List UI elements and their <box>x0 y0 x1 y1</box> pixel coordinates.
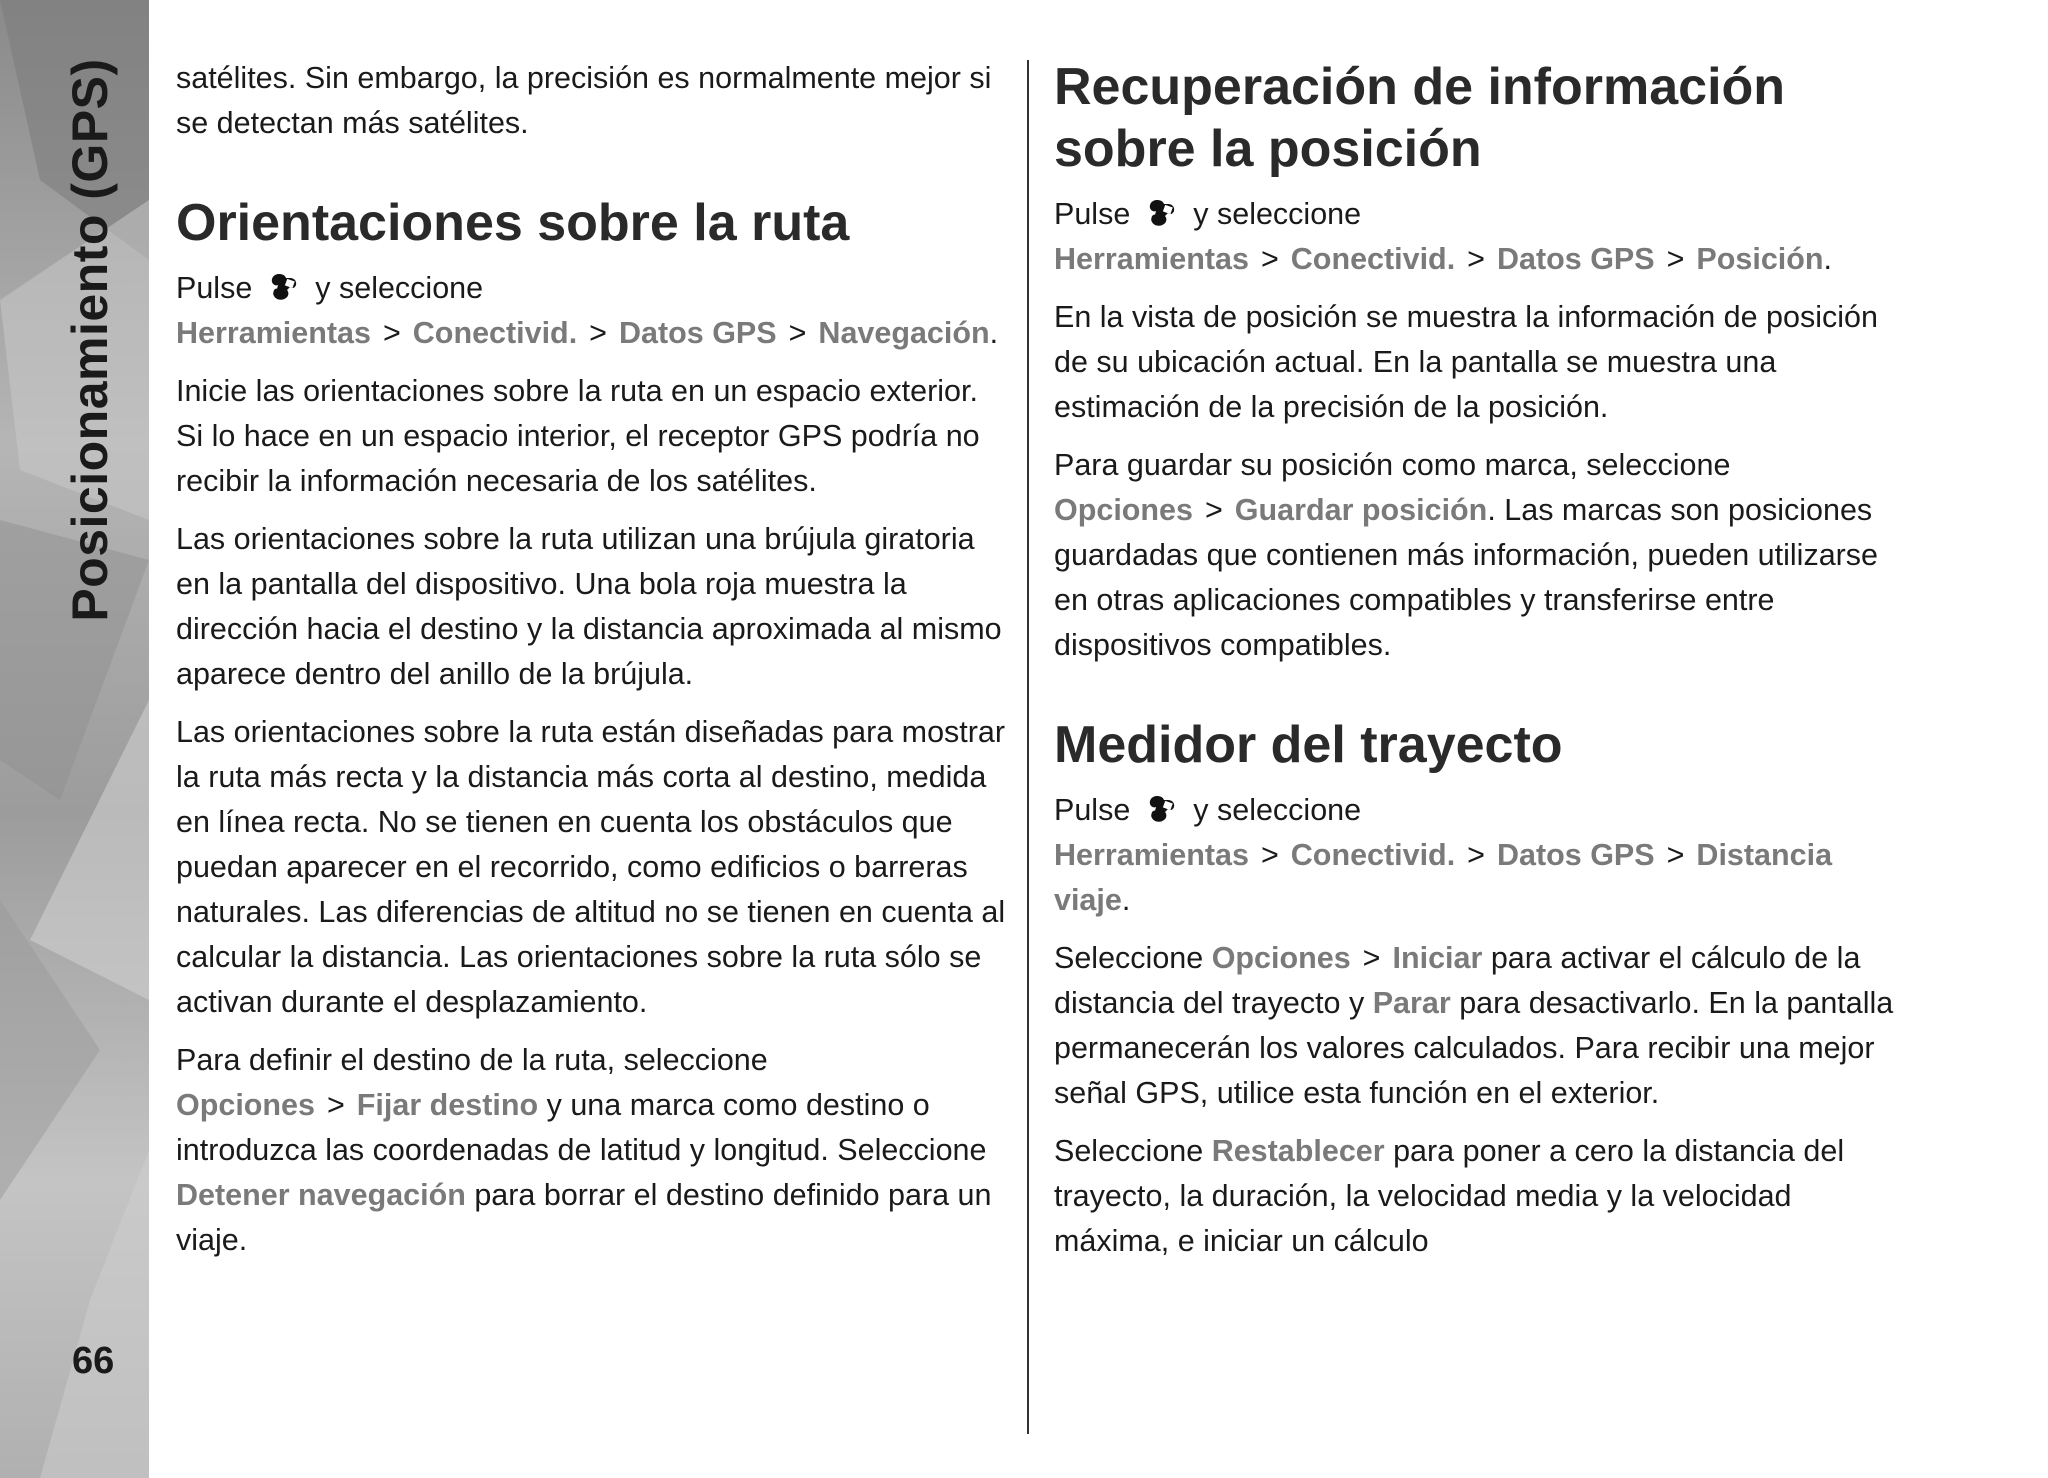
path-separator: > <box>589 316 607 350</box>
section-heading: Medidor del trayecto <box>1054 716 1563 774</box>
text-run: . Las marcas son posiciones guardadas que contienen más información, pueden utilizarse en otras aplicaciones compatibles y transferirse entre dispositivos compatibles. <box>1054 493 1879 662</box>
text-run: Pulse <box>176 271 261 305</box>
text-run: Pulse <box>1054 793 1139 827</box>
text-run: para borrar el destino definido para un viaje. <box>176 1178 992 1257</box>
path-separator: > <box>1666 838 1685 872</box>
path-separator: > <box>1666 242 1685 276</box>
text-run: Pulse <box>1054 197 1139 231</box>
text-run: En la vista de posición se muestra la información de posición de su ubicación actual. En la pantalla se muestra una estimación de la precisión de la posición. <box>1054 300 1878 424</box>
path-separator: > <box>1260 242 1279 276</box>
text-run: y seleccione <box>1184 793 1362 827</box>
paragraph <box>176 710 1008 1025</box>
menu-path-item: Detener navegación <box>176 1178 466 1212</box>
text-run: Inicie las orientaciones sobre la ruta en un espacio exterior. Si lo hace en un espacio interior, el receptor GPS podría no recibir la información necesaria de los satélites. <box>176 374 980 498</box>
menu-key-icon <box>1145 792 1179 826</box>
text-run: Para definir el destino de la ruta, seleccione <box>176 1043 768 1077</box>
section-heading: Orientaciones sobre la ruta <box>176 194 850 252</box>
menu-path-item: Datos GPS <box>1496 838 1655 872</box>
paragraph <box>1054 936 1894 1116</box>
menu-path-item: Opciones <box>176 1088 315 1122</box>
text-run: Las orientaciones sobre la ruta utilizan una brújula giratoria en la pantalla del dispositivo. Una bola roja muestra la dirección hacia el destino y la distancia aproximada al mismo aparece dentro del anillo de la brújula. <box>176 522 1002 691</box>
page-number: 66 <box>72 1340 115 1382</box>
text-run: y una marca como destino o introduzca las coordenadas de latitud y longitud. Seleccione <box>176 1088 987 1167</box>
paragraph <box>176 56 1008 146</box>
path-separator: > <box>1204 493 1223 527</box>
menu-path-item: Conectivid. <box>1290 838 1456 872</box>
menu-path-item: Parar <box>1372 986 1451 1020</box>
paragraph <box>1054 192 1894 282</box>
menu-path-item: Herramientas <box>1054 838 1249 872</box>
menu-path-item: Conectivid. <box>1290 242 1456 276</box>
menu-key-icon <box>267 270 301 304</box>
menu-path-item: Restablecer <box>1211 1134 1385 1168</box>
path-separator: > <box>1467 242 1485 276</box>
paragraph <box>1054 788 1894 923</box>
menu-path-item: Herramientas <box>1054 242 1249 276</box>
paragraph <box>176 517 1008 697</box>
text-run: para desactivarlo. En la pantalla permanecerán los valores calculados. Para recibir una mejor señal GPS, utilice esta función en el exterior. <box>1054 986 1894 1110</box>
column-divider <box>1027 60 1029 1434</box>
menu-path-item: Iniciar <box>1392 941 1483 975</box>
path-separator: > <box>326 1088 345 1122</box>
text-run: Para guardar su posición como marca, seleccione <box>1054 448 1731 482</box>
text-run: Las orientaciones sobre la ruta están diseñadas para mostrar la ruta más recta y la distancia más corta al destino, medida en línea recta. No se tienen en cuenta los obstáculos que puedan aparecer en el recorrido, como edificios o barreras naturales. Las diferencias de altitud no se tienen en cuenta al calcular la distancia. Las orientaciones sobre la ruta sólo se activan durante el desplazamiento. <box>176 715 1006 1019</box>
paragraph <box>1054 443 1894 668</box>
text-run: y seleccione <box>1184 197 1362 231</box>
path-separator: > <box>788 316 807 350</box>
text-run: satélites. Sin embargo, la precisión es normalmente mejor si se detectan más satélites. <box>176 61 992 140</box>
chapter-sidebar <box>0 0 149 1478</box>
paragraph <box>176 1038 1008 1263</box>
menu-path-item: Datos GPS <box>618 316 777 350</box>
menu-path-item: Opciones <box>1211 941 1351 975</box>
text-run: para activar el cálculo de la distancia del trayecto y <box>1054 941 1861 1020</box>
path-separator: > <box>1260 838 1279 872</box>
path-separator: > <box>1362 941 1381 975</box>
text-run: . <box>1823 242 1833 276</box>
menu-path-item: Opciones <box>1054 493 1193 527</box>
menu-path-item: Herramientas <box>176 316 371 350</box>
menu-path-item: Conectivid. <box>412 316 578 350</box>
paragraph <box>1054 1129 1894 1264</box>
menu-path-item: Posición <box>1696 242 1824 276</box>
chapter-title: Posicionamiento (GPS) <box>62 58 118 622</box>
menu-path-item: Distancia viaje <box>1054 838 1833 917</box>
right-column <box>1054 56 1894 1277</box>
text-run: y seleccione <box>306 271 484 305</box>
left-column <box>176 56 1008 1276</box>
text-run: Seleccione <box>1054 1134 1212 1168</box>
text-run: Seleccione <box>1054 941 1212 975</box>
paragraph <box>1054 295 1894 430</box>
path-separator: > <box>1467 838 1485 872</box>
menu-path-item: Navegación <box>818 316 990 350</box>
paragraph <box>176 266 1008 356</box>
menu-path-item: Fijar destino <box>356 1088 539 1122</box>
text-run: . <box>989 316 999 350</box>
path-separator: > <box>382 316 401 350</box>
section-heading: Recuperación de información sobre la posición <box>1054 58 1786 178</box>
menu-path-item: Guardar posición <box>1234 493 1488 527</box>
paragraph <box>176 369 1008 504</box>
text-run: para poner a cero la distancia del trayecto, la duración, la velocidad media y la velocidad máxima, e iniciar un cálculo <box>1054 1134 1845 1258</box>
text-run: . <box>1121 883 1131 917</box>
menu-key-icon <box>1145 196 1179 230</box>
menu-path-item: Datos GPS <box>1496 242 1655 276</box>
